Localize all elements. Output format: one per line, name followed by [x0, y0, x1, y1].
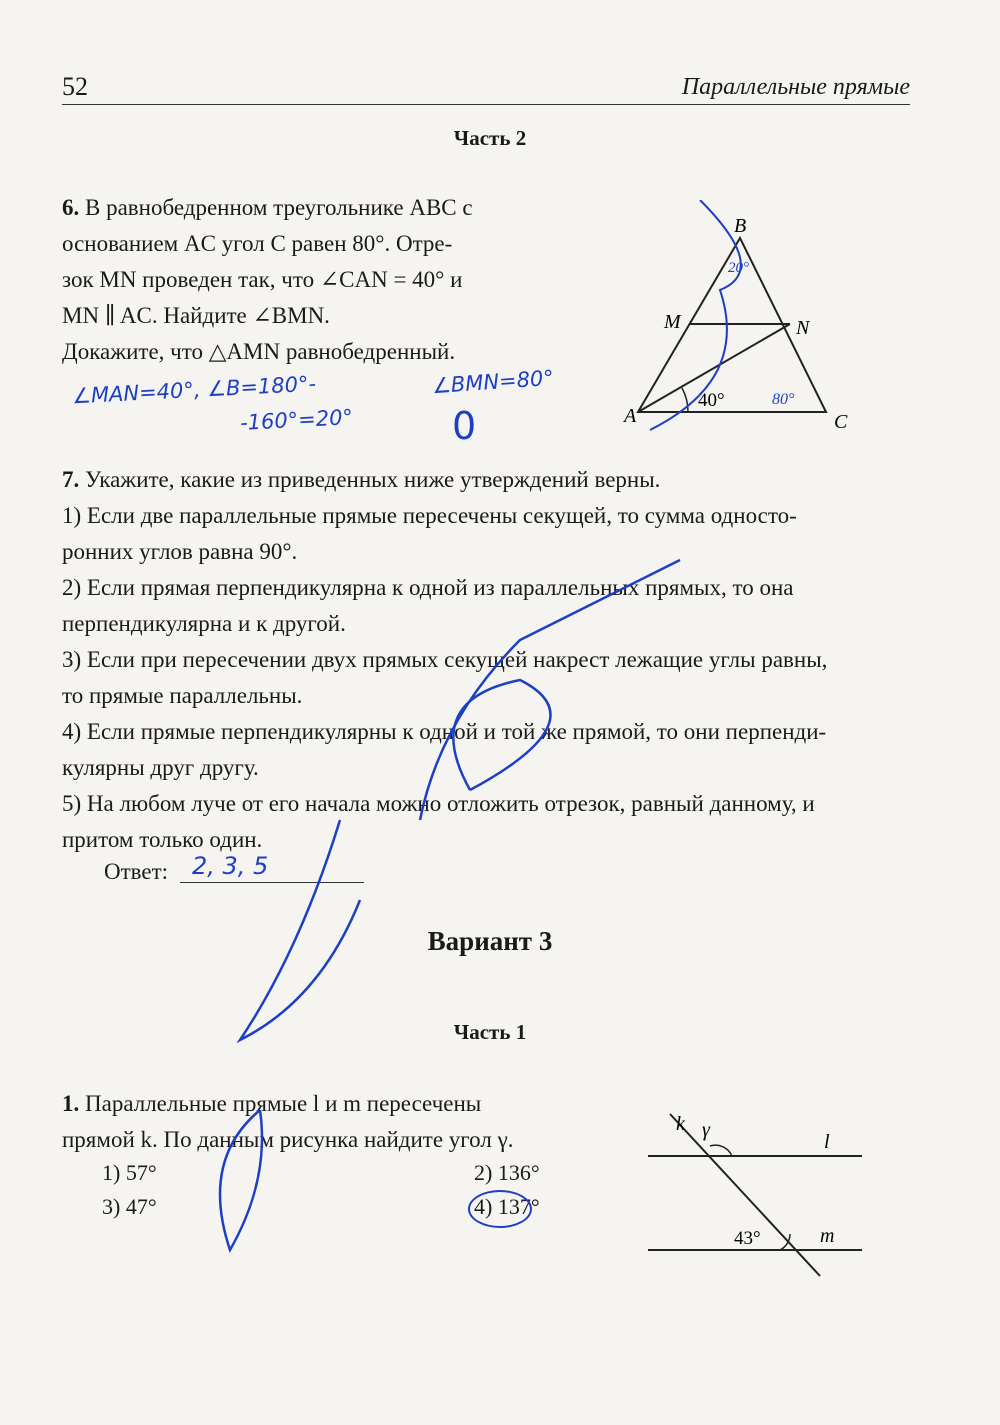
label-k: k — [676, 1113, 685, 1135]
hw-grade-mark: 0 — [452, 404, 477, 448]
task7-statement: притом только один. — [62, 827, 263, 852]
hw-solution-line-2: -160°=20° — [239, 405, 354, 435]
angle-43-arc — [780, 1234, 790, 1250]
task7-statement: перпендикулярна и к другой. — [62, 611, 346, 636]
variant-title: Вариант 3 — [427, 926, 553, 956]
task7-statement: то прямые параллельны. — [62, 683, 303, 708]
parallel-lines-figure — [640, 1100, 870, 1280]
task6-line-5: Докажите, что △AMN равнобедренный. — [62, 339, 456, 364]
hw-answer: 2, 3, 5 — [192, 852, 269, 880]
task6-line-3: зок MN проведен так, что ∠CAN = 40° и — [62, 267, 463, 292]
task6 — [62, 190, 554, 370]
option-1[interactable]: 1) 57° — [102, 1160, 157, 1185]
task7-statement: 1) Если две параллельные прямые пересечены секущей, то сумма односто- — [62, 503, 797, 528]
part2-title: Часть 2 — [453, 126, 527, 150]
option-3[interactable]: 3) 47° — [102, 1194, 157, 1219]
hw-solution-bmn: ∠BMN=80° — [431, 365, 555, 399]
task7-statement: кулярны друг другу. — [62, 755, 259, 780]
part1-title: Часть 1 — [453, 1020, 527, 1044]
answer-line — [180, 882, 364, 883]
hw-solution-line-1: ∠MAN=40°, ∠B=180°- — [71, 371, 317, 409]
label-gamma: γ — [702, 1119, 710, 1141]
task7 — [62, 462, 910, 858]
label-c: C — [834, 411, 848, 433]
label-angle-40: 40° — [698, 390, 725, 411]
task7-statement: 4) Если прямые перпендикулярны к одной и той же прямой, то они перпенди- — [62, 719, 827, 744]
hw-angle-b: 20° — [728, 260, 749, 276]
header-rule — [62, 104, 910, 105]
task6-line-1: 6. В равнобедренном треугольнике ABC с — [62, 195, 473, 220]
page-number: 52 — [62, 72, 88, 101]
task7-statement: 2) Если прямая перпендикулярна к одной из параллельных прямых, то она — [62, 575, 794, 600]
triangle-figure — [610, 200, 870, 440]
section-title: Параллельные прямые — [681, 74, 910, 100]
label-m: M — [664, 311, 681, 333]
label-l: l — [824, 1131, 830, 1153]
label-n: N — [796, 317, 810, 339]
task7-statement: 3) Если при пересечении двух прямых секущей накрест лежащие углы равны, — [62, 647, 828, 672]
answer-label: Ответ: — [104, 859, 169, 884]
line-k — [670, 1114, 820, 1276]
task1-line-2: прямой k. По данным рисунка найдите угол γ. — [62, 1127, 514, 1152]
task7-intro: 7. Укажите, какие из приведенных ниже утверждений верны. — [62, 467, 661, 492]
label-a: A — [624, 405, 637, 427]
angle-gamma-arc — [710, 1145, 732, 1156]
hw-answer-circle — [468, 1190, 532, 1228]
hw-angle-c: 80° — [772, 391, 795, 408]
task7-statement: 5) На любом луче от его начала можно отложить отрезок, равный данному, и — [62, 791, 815, 816]
task7-statement: ронних углов равна 90°. — [62, 539, 298, 564]
label-b: B — [734, 215, 747, 237]
task6-line-2: основанием AC угол C равен 80°. Отре- — [62, 231, 453, 256]
label-m: m — [820, 1225, 835, 1247]
task6-line-4: MN ∥ AC. Найдите ∠BMN. — [62, 303, 330, 328]
option-4[interactable]: 4) 137° — [474, 1194, 540, 1219]
option-2[interactable]: 2) 136° — [474, 1160, 540, 1185]
task1 — [62, 1086, 554, 1158]
task1-line-1: 1. Параллельные прямые l и m пересечены — [62, 1091, 482, 1116]
label-angle-43: 43° — [734, 1228, 761, 1249]
